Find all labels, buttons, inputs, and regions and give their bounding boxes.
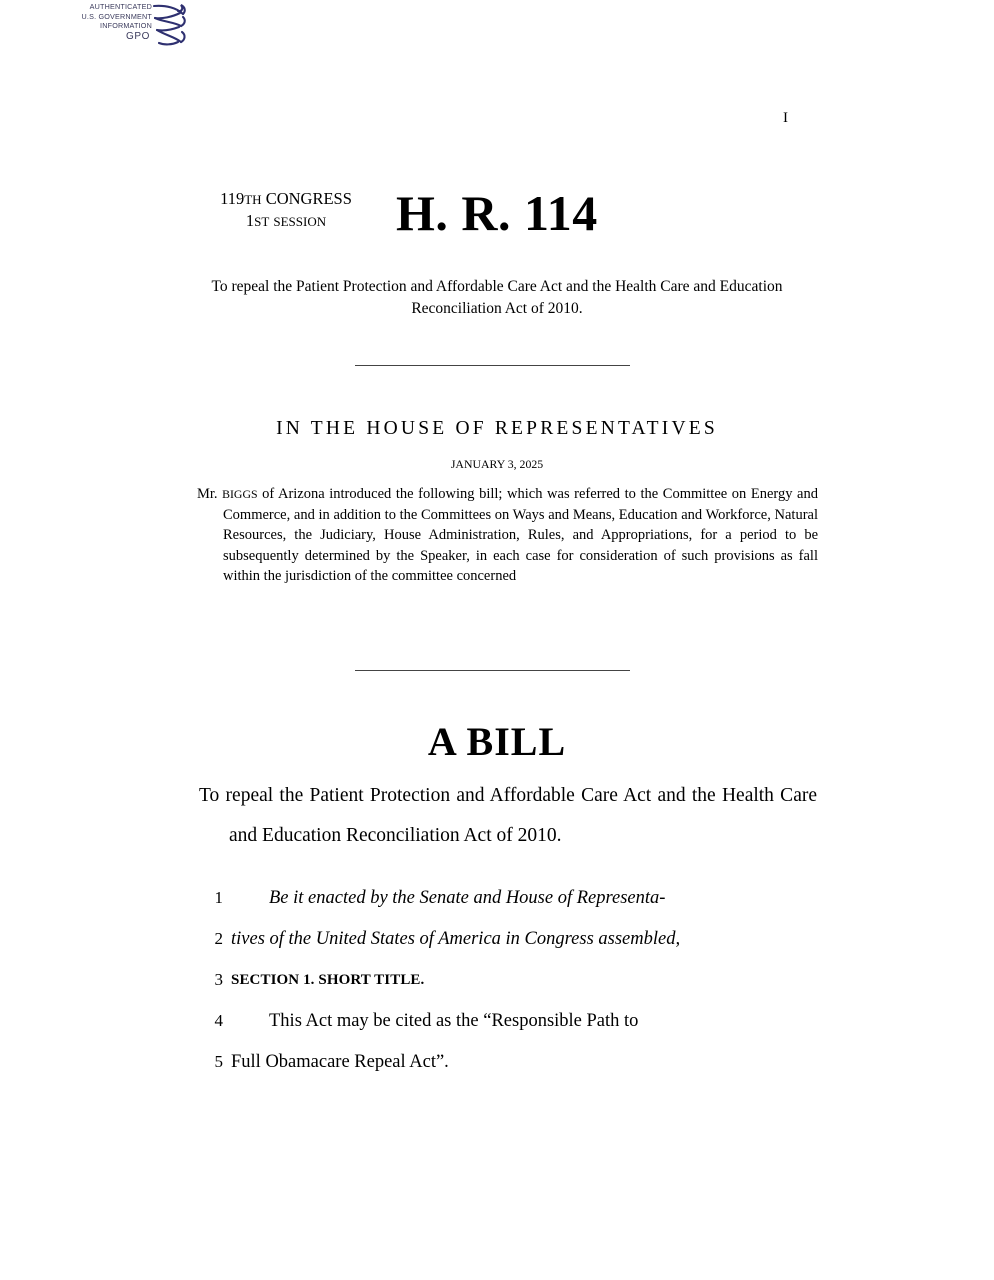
line-number: 1 <box>214 888 223 907</box>
line-number: 5 <box>214 1052 223 1071</box>
gpo-authentication-seal <box>62 0 190 50</box>
purpose-clause: To repeal the Patient Protection and Affordable Care Act and the Health Care and Education Reconciliation Act of 2010. <box>199 785 817 846</box>
bill-number: H. R. 114 <box>396 185 598 241</box>
bill-line <box>197 888 792 929</box>
sponsor-referral-note <box>197 484 818 587</box>
bill-heading: A BILL <box>427 719 567 764</box>
seal-line-authenticated: AUTHENTICATED <box>89 2 152 11</box>
sponsor-name: BIGGS <box>222 487 258 501</box>
bill-line <box>197 929 792 970</box>
gpo-eagle-icon <box>150 0 190 48</box>
line-text: Full Obamacare Repeal Act”. <box>231 1052 449 1072</box>
divider-rule-bottom <box>355 670 630 671</box>
line-number: 2 <box>214 929 223 948</box>
bill-line <box>197 1011 792 1052</box>
seal-agency-label: GPO <box>125 31 150 42</box>
line-text: tives of the United States of America in Congress assembled, <box>231 929 681 949</box>
session-number: 1 <box>245 211 255 230</box>
sponsor-referral-text: of Arizona introduced the following bill; which was referred to the Committee on Energy and Commerce, and in addition to the Committees on Ways and Means, Education and Workforce, Natural Resources, the Judiciary, House Administration, Rules, and Appropriations, for a period to be subsequently determined by the Speaker, in each case for consideration of such provisions as fall within the jurisdiction of the committee concerned <box>223 486 818 585</box>
chamber-heading: IN THE HOUSE OF REPRESENTATIVES <box>276 418 718 439</box>
seal-line-information: INFORMATION <box>100 21 152 31</box>
line-number: 4 <box>214 1011 223 1030</box>
divider-rule-top <box>355 365 630 366</box>
seal-text-block <box>82 2 153 31</box>
line-text: Be it enacted by the Senate and House of Representa- <box>269 888 666 908</box>
bill-line <box>197 970 792 1011</box>
congress-number: 119 <box>220 189 245 208</box>
congress-suffix: TH <box>244 192 262 207</box>
long-title: To repeal the Patient Protection and Affordable Care Act and the Health Care and Education Reconciliation Act of 2010. <box>211 278 783 317</box>
congress-word: CONGRESS <box>265 189 352 208</box>
page-marker: I <box>783 110 788 126</box>
line-number: 3 <box>214 970 223 989</box>
congress-line <box>196 188 376 210</box>
congress-session-block <box>196 188 376 232</box>
bill-body <box>197 888 792 1093</box>
session-word: SESSION <box>273 214 327 229</box>
introduction-date-text: JANUARY 3, 2025 <box>450 457 544 471</box>
masthead <box>0 182 994 254</box>
section-heading: SECTION 1. SHORT TITLE. <box>231 972 425 988</box>
seal-line-government: U.S. GOVERNMENT <box>81 11 152 21</box>
session-suffix: ST <box>254 214 270 229</box>
introduction-date <box>0 456 994 473</box>
sponsor-prefix: Mr. <box>197 486 223 502</box>
line-text: This Act may be cited as the “Responsible Path to <box>269 1011 639 1031</box>
bill-line <box>197 1052 792 1093</box>
session-line <box>196 210 376 232</box>
